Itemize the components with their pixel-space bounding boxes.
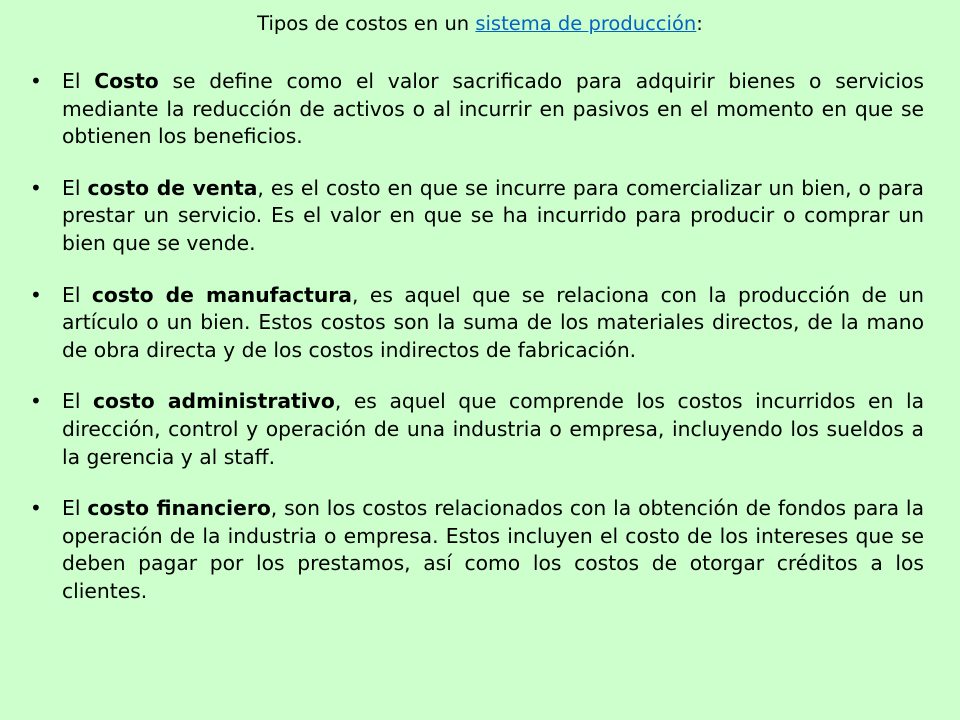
bullet-dot-icon: • <box>30 282 42 307</box>
bullet-term: Costo <box>94 69 159 93</box>
bullet-body: , es el costo en que se incurre para comercializar un bien, o para prestar un servicio. Es el valor en que se ha incurrido para producir o comprar un bien que se vende. <box>62 175 924 255</box>
title-suffix: : <box>696 12 703 35</box>
bullet-dot-icon: • <box>30 175 42 200</box>
bullet-body: se define como el valor sacrificado para adquirir bienes o servicios mediante la reducción de activos o al incurrir en pasivos en el momento en que se obtienen los beneficios. <box>62 69 924 149</box>
bullet-dot-icon: • <box>30 496 42 521</box>
bullet-item <box>30 388 924 471</box>
bullet-item <box>30 68 924 151</box>
title-prefix: Tipos de costos en un <box>257 12 476 35</box>
bullet-item <box>30 175 924 258</box>
bullet-lead: El <box>62 282 92 307</box>
bullet-lead: El <box>62 389 94 414</box>
bullet-body: , es aquel que comprende los costos incurridos en la dirección, control y operación de una industria o empresa, incluyendo los sueldos a la gerencia y al staff. <box>62 389 925 469</box>
bullet-dot-icon: • <box>30 69 42 93</box>
title-link[interactable]: sistema de producción <box>475 12 697 35</box>
bullet-text <box>62 388 924 471</box>
bullet-term: costo financiero <box>87 496 271 521</box>
bullet-dot-icon: • <box>30 389 42 414</box>
bullet-list <box>30 68 924 630</box>
bullet-lead: El <box>62 69 95 93</box>
bullet-item <box>30 495 924 605</box>
bullet-term: costo de venta <box>87 175 258 200</box>
bullet-item <box>30 282 924 365</box>
bullet-lead: El <box>62 175 88 200</box>
bullet-body: , es aquel que se relaciona con la producción de un artículo o un bien. Estos costos son la suma de los materiales directos, de la mano de obra directa y de los costos indirectos de fabricación. <box>62 282 924 362</box>
bullet-body: , son los costos relacionados con la obtención de fondos para la operación de la industria o empresa. Estos incluyen el costo de los intereses que se deben pagar por los prestamos, así como los costos de otorgar créditos a los clientes. <box>62 496 925 603</box>
bullet-text <box>62 495 924 605</box>
page-title <box>0 11 960 37</box>
bullet-text <box>62 68 924 151</box>
bullet-text <box>62 175 924 258</box>
bullet-lead: El <box>62 496 88 521</box>
bullet-term: costo de manufactura <box>91 282 352 307</box>
bullet-term: costo administrativo <box>93 389 335 414</box>
bullet-text <box>62 282 924 365</box>
